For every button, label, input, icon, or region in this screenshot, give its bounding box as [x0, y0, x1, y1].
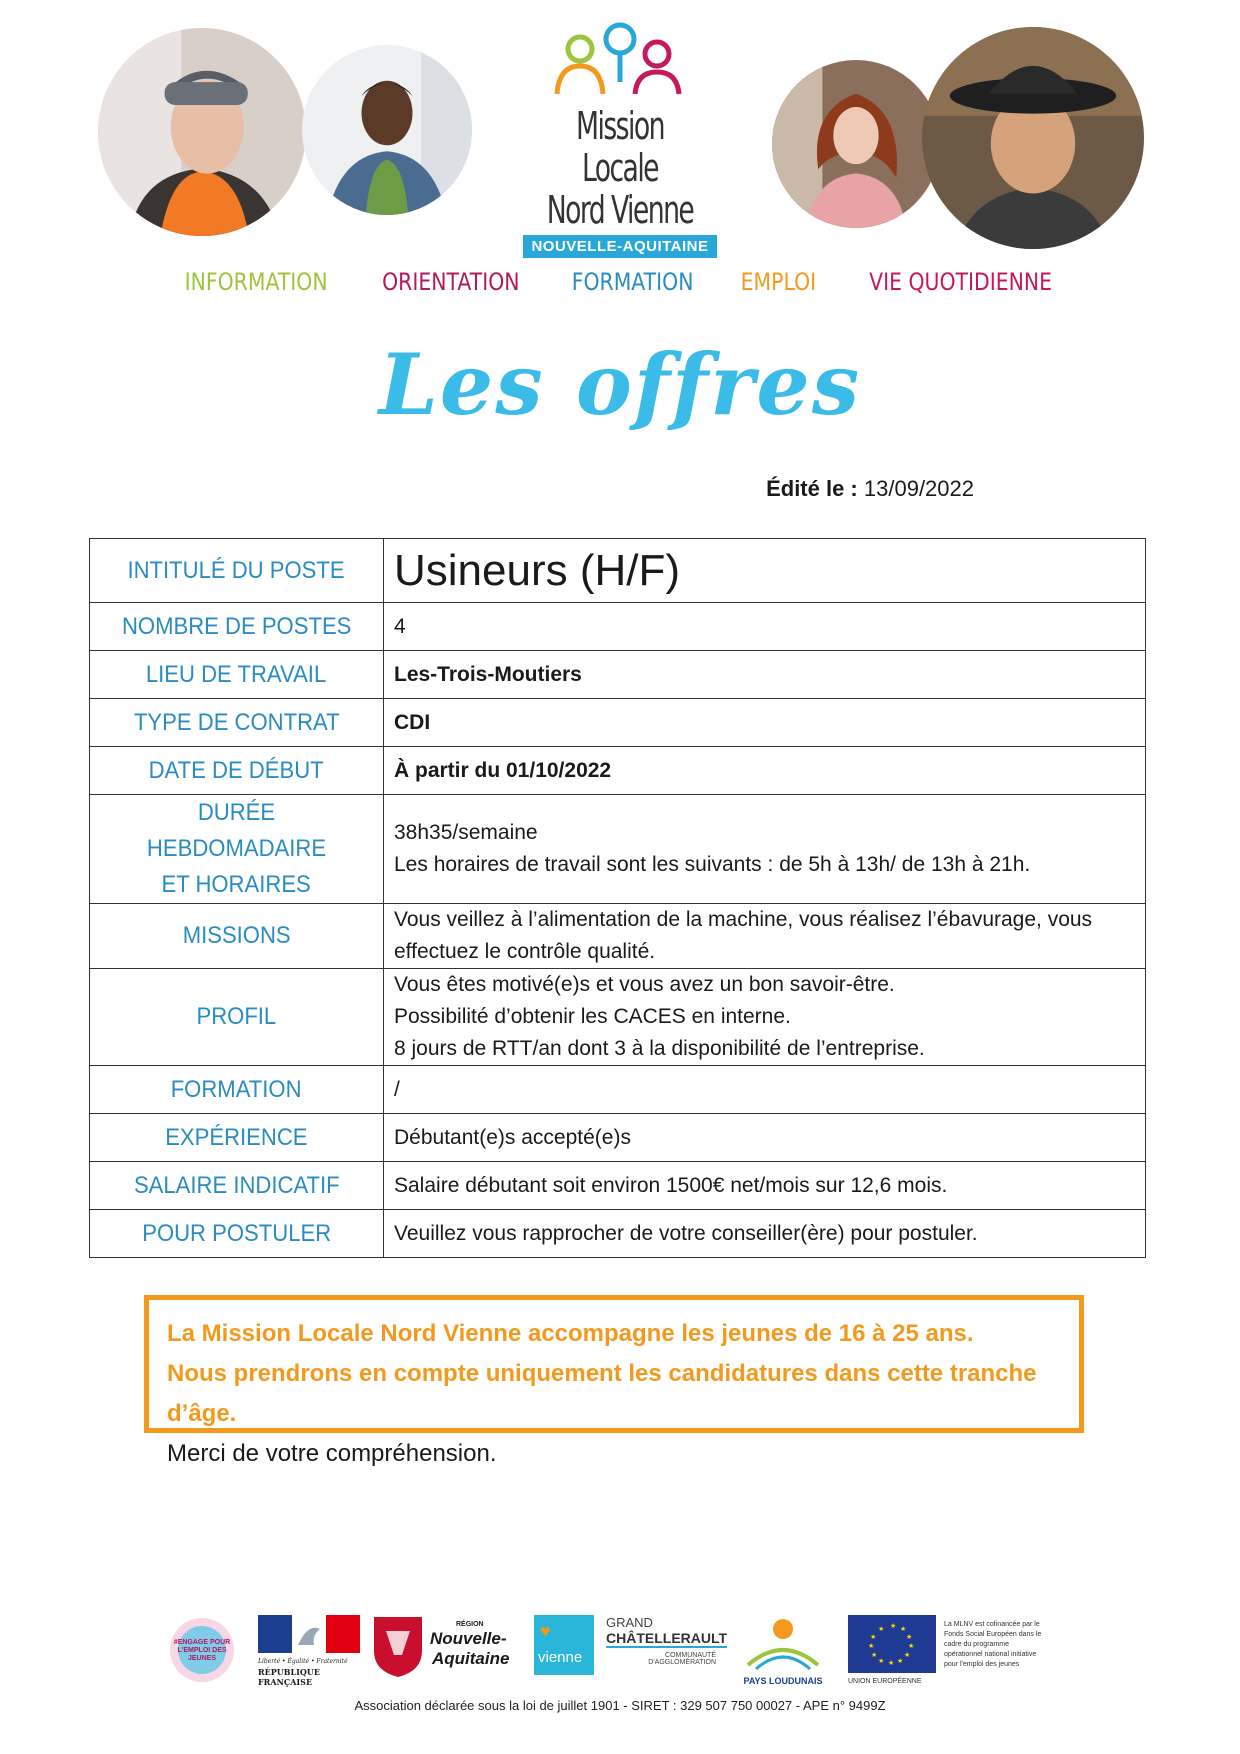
mission-locale-logo: [520, 22, 720, 255]
label-salaire: SALAIRE INDICATIF: [90, 1162, 384, 1210]
logo-name-line2: Nord Vienne: [546, 188, 694, 232]
value-poste: Usineurs (H/F): [384, 539, 1146, 603]
table-row: [90, 539, 1146, 603]
value-missions: Vous veillez à l’alimentation de la machine, vous réalisez l’ébavurage, vous effectuez le contrôle qualité.: [384, 904, 1146, 969]
gc-line3: COMMUNAUTÉ: [665, 1652, 716, 1659]
value-salaire: Salaire débutant soit environ 1500€ net/mois sur 12,6 mois.: [384, 1162, 1146, 1210]
value-duree: 38h35/semaine Les horaires de travail sont les suivants : de 5h à 13h/ de 13h à 21h.: [384, 795, 1146, 904]
table-row: [90, 603, 1146, 651]
value-debut: À partir du 01/10/2022: [384, 747, 1146, 795]
edition-date-value: 13/09/2022: [863, 476, 974, 501]
vienne-text: vienne: [538, 1649, 583, 1666]
label-nombre: NOMBRE DE POSTES: [90, 603, 384, 651]
table-row: [90, 651, 1146, 699]
region-nouvelle-aquitaine-logo: [372, 1615, 522, 1685]
region-name-1: Nouvelle-: [430, 1629, 507, 1648]
value-nombre: 4: [384, 603, 1146, 651]
value-profil: Vous êtes motivé(e)s et vous avez un bon savoir-être. Possibilité d’obtenir les CACES en interne. 8 jours de RTT/an dont 3 à la disponibilité de l’entreprise.: [384, 969, 1146, 1066]
table-row: [90, 1066, 1146, 1114]
fse-line3: cadre du programme: [944, 1641, 1009, 1648]
label-postuler: POUR POSTULER: [90, 1210, 384, 1258]
notice-line-2: Nous prendrons en compte uniquement les candidatures dans cette tranche d’âge.: [167, 1360, 1037, 1427]
offer-table: [89, 538, 1146, 1258]
notice-line-3: Merci de votre compréhension.: [167, 1440, 497, 1467]
fse-line4: opérationnel national initiative: [944, 1651, 1037, 1658]
engage-emploi-jeunes-logo: [166, 1615, 238, 1685]
logo-name-line1: Mission Locale: [576, 104, 664, 190]
photo-young-man-denim-jacket: [302, 45, 472, 215]
republique-francaise-logo: [258, 1615, 360, 1685]
table-row: [90, 795, 1146, 904]
table-row: [90, 1210, 1146, 1258]
page-title: Les offres: [378, 335, 862, 434]
label-experience: EXPÉRIENCE: [90, 1114, 384, 1162]
label-duree: DURÉE HEBDOMADAIRE ET HORAIRES: [90, 795, 384, 904]
table-row: [90, 747, 1146, 795]
la-vienne-logo: [534, 1615, 594, 1685]
age-notice-box: [144, 1295, 1084, 1467]
grand-chatellerault-logo: [606, 1615, 728, 1685]
label-lieu: LIEU DE TRAVAIL: [90, 651, 384, 699]
union-europeenne-logo: [848, 1615, 938, 1685]
gc-line1: GRAND: [606, 1615, 653, 1630]
label-profil: PROFIL: [90, 969, 384, 1066]
people-logo-icon: [545, 22, 695, 100]
label-contrat: TYPE DE CONTRAT: [90, 699, 384, 747]
svg-text:★: ★: [904, 1651, 911, 1659]
category-vie-quotidienne: VIE QUOTIDIENNE: [868, 268, 1052, 296]
logo-region-badge: NOUVELLE-AQUITAINE: [523, 235, 716, 258]
footer-legal-text: Association déclarée sous la loi de juillet 1901 - SIRET : 329 507 750 00027 - APE n° 9499Z: [354, 1698, 886, 1713]
value-contrat: CDI: [384, 699, 1146, 747]
engage-logo-text: #ENGAGE POUR L'EMPLOI DES JEUNES: [173, 1639, 231, 1662]
svg-text:★: ★: [888, 1659, 895, 1667]
label-missions: MISSIONS: [90, 904, 384, 969]
region-small-label: RÉGION: [456, 1621, 484, 1628]
value-experience: Débutant(e)s accepté(e)s: [384, 1114, 1146, 1162]
edition-date-label: Édité le :: [766, 476, 858, 501]
ue-text: UNION EUROPÉENNE: [848, 1678, 922, 1685]
photo-young-man-orange-hoodie: [98, 28, 306, 236]
fse-line5: pour l'emploi des jeunes: [944, 1661, 1020, 1668]
value-formation: /: [384, 1066, 1146, 1114]
fse-cofinancing-note: [944, 1620, 1064, 1690]
value-postuler: Veuillez vous rapprocher de votre conseiller(ère) pour postuler.: [384, 1210, 1146, 1258]
heart-icon: ♥: [540, 1621, 551, 1641]
photo-young-man-hat: [922, 27, 1144, 249]
pays-loudunais-logo: [728, 1615, 838, 1685]
fse-line2: Fonds Social Européen dans le: [944, 1631, 1042, 1638]
fse-line1: La MLNV est cofinancée par le: [944, 1621, 1040, 1628]
pays-loudunais-text: PAYS LOUDUNAIS: [743, 1676, 823, 1686]
notice-line-1: La Mission Locale Nord Vienne accompagne les jeunes de 16 à 25 ans.: [167, 1320, 974, 1347]
svg-text:★: ★: [900, 1625, 907, 1633]
table-row: [90, 904, 1146, 969]
svg-text:★: ★: [908, 1642, 915, 1650]
rf-name: RÉPUBLIQUE FRANÇAISE: [258, 1667, 320, 1687]
svg-text:★: ★: [871, 1651, 878, 1659]
table-row: [90, 1162, 1146, 1210]
svg-text:★: ★: [868, 1642, 875, 1650]
category-formation: FORMATION: [572, 268, 694, 296]
label-formation: FORMATION: [90, 1066, 384, 1114]
svg-text:★: ★: [878, 1657, 885, 1665]
category-orientation: ORIENTATION: [382, 268, 520, 296]
table-row: [90, 1114, 1146, 1162]
label-poste: INTITULÉ DU POSTE: [90, 539, 384, 603]
svg-text:★: ★: [878, 1625, 885, 1633]
label-debut: DATE DE DÉBUT: [90, 747, 384, 795]
category-emploi: EMPLOI: [740, 268, 817, 296]
photo-young-woman-glasses: [772, 60, 940, 228]
svg-text:★: ★: [897, 1657, 904, 1665]
region-name-2: Aquitaine: [432, 1649, 510, 1668]
edition-date: [766, 476, 974, 502]
svg-text:★: ★: [890, 1622, 897, 1630]
rf-motto: Liberté • Égalité • Fraternité: [258, 1658, 348, 1665]
svg-text:★: ★: [870, 1633, 877, 1641]
svg-text:★: ★: [906, 1633, 913, 1641]
service-categories: [0, 268, 1240, 296]
gc-line2: CHÂTELLERAULT: [606, 1630, 728, 1646]
category-information: INFORMATION: [184, 268, 328, 296]
value-lieu: Les-Trois-Moutiers: [384, 651, 1146, 699]
table-row: [90, 969, 1146, 1066]
gc-line4: D'AGGLOMÉRATION: [648, 1659, 716, 1666]
table-row: [90, 699, 1146, 747]
